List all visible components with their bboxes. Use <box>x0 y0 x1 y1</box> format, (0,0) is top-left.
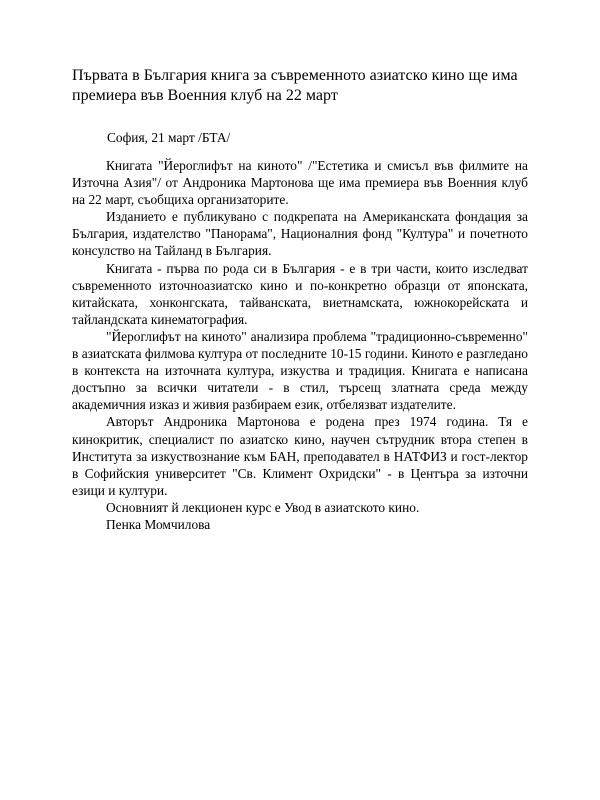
article-paragraph: Изданието е публикувано с подкрепата на Американската фондация за България, издателство "Панорама", Националния фонд "Култура" и почетното консулство на Тайланд в България. <box>72 209 528 259</box>
article-paragraph: Книгата - първа по рода си в България - е в три части, които изследват съвременното източноазиатско кино и по-конкретно образци от японската, китайската, хонконгската, тайванската, виетнамската, южнокорейската и тайландската кинематография. <box>72 260 528 327</box>
article-body <box>72 157 528 533</box>
article-dateline: София, 21 март /БТА/ <box>107 130 231 145</box>
article-paragraph: Основният й лекционен курс е Увод в азиатското кино. <box>106 499 420 515</box>
article-title: Първата в България книга за съвременното азиатско кино ще има премиера във Военния клуб на 22 март <box>72 67 518 104</box>
article-paragraph: Книгата "Йероглифът на киното" /"Естетика и смисъл във филмите на Източна Азия"/ от Андроника Мартонова ще има премиера във Военния клуб на 22 март, съобщиха организаторите. <box>72 158 528 208</box>
article-author: Пенка Момчилова <box>106 516 211 532</box>
article-paragraph: Авторът Андроника Мартонова е родена през 1974 година. Тя е кинокритик, специалист по азиатско кино, научен сътрудник втора степен в Института за изкуствознание към БАН, преподавател в НАТФИЗ и гост-лектор в Софийския университет "Св. Климент Охридски" - в Центъра за източни езици и култури. <box>72 414 528 498</box>
article-paragraph: "Йероглифът на киното" анализира проблема "традиционно-съвременно" в азиатската филмова култура от последните 10-15 години. Киното е разгледано в контекста на източната култура, изкуства и традиция. Книгата е написана достъпно за всички читатели - в стил, търсещ златната среда между академичния изказ и живия разбираем език, отбелязват издателите. <box>72 328 528 413</box>
